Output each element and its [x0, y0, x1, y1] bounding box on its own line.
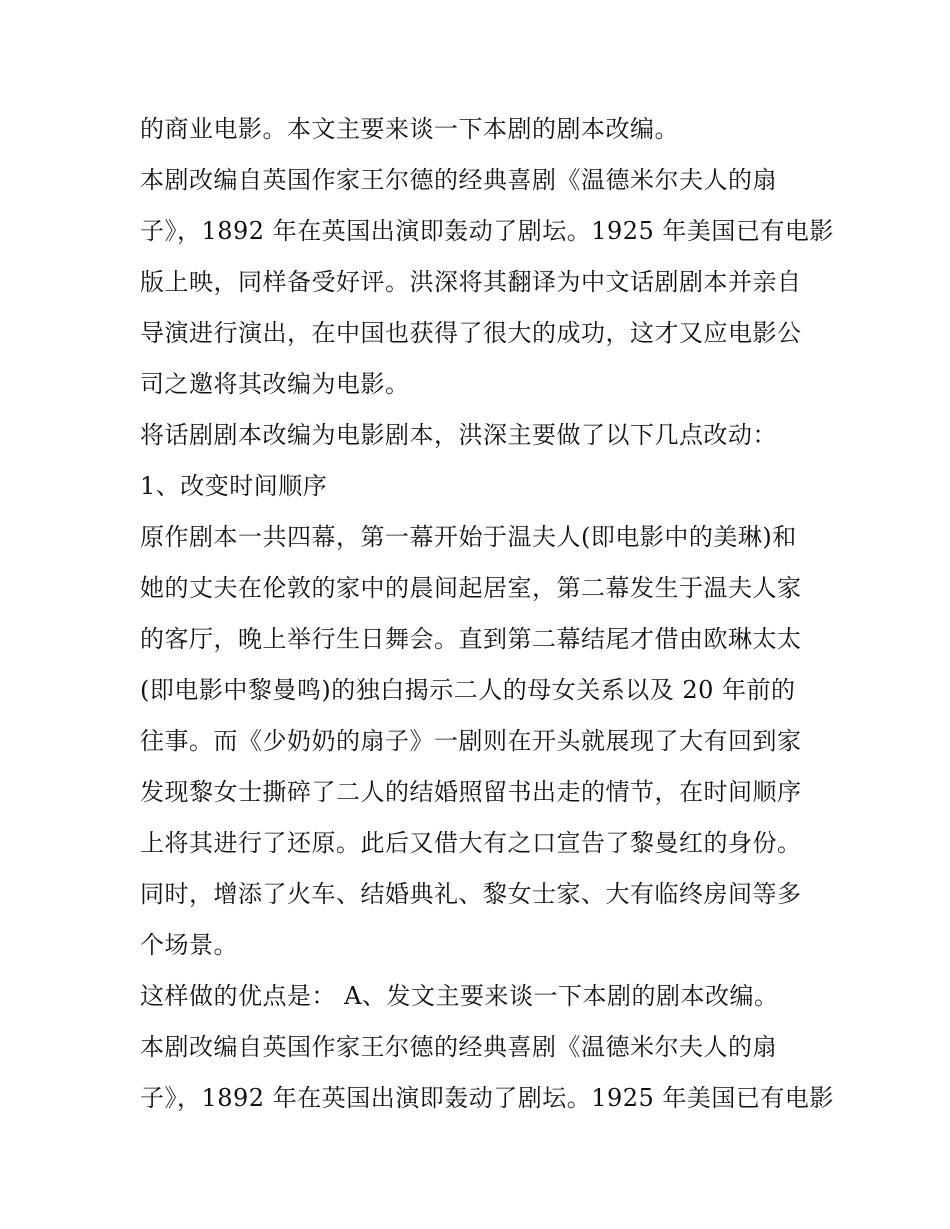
- text-line: 发现黎女士撕碎了二人的结婚照留书出走的情节，在时间顺序: [140, 778, 802, 806]
- section-heading: 1、改变时间顺序: [140, 472, 328, 500]
- text-line: 版上映，同样备受好评。洪深将其翻译为中文话剧剧本并亲自: [140, 268, 802, 296]
- text-line: 原作剧本一共四幕，第一幕开始于温夫人(即电影中的美琳)和: [140, 523, 797, 551]
- text-line: 本剧改编自英国作家王尔德的经典喜剧《温德米尔夫人的扇: [140, 1033, 777, 1061]
- text-line: 个场景。: [140, 931, 238, 959]
- text-line: 她的丈夫在伦敦的家中的晨间起居室，第二幕发生于温夫人家: [140, 574, 802, 602]
- text-line: 将话剧剧本改编为电影剧本，洪深主要做了以下几点改动：: [140, 421, 777, 449]
- text-line: 同时，增添了火车、结婚典礼、黎女士家、大有临终房间等多: [140, 880, 802, 908]
- text-line: 的客厅，晚上举行生日舞会。直到第二幕结尾才借由欧琳太太: [140, 625, 802, 653]
- text-line: 司之邀将其改编为电影。: [140, 370, 410, 398]
- text-line: 的商业电影。本文主要来谈一下本剧的剧本改编。: [140, 115, 679, 143]
- text-line: 上将其进行了还原。此后又借大有之口宣告了黎曼红的身份。: [140, 829, 802, 857]
- text-line: 子》，1892 年在英国出演即轰动了剧坛。1925 年美国已有电影: [140, 1084, 834, 1112]
- document-body: [140, 108, 834, 1128]
- text-line: 这样做的优点是： A、发文主要来谈一下本剧的剧本改编。: [140, 982, 779, 1010]
- text-line: 导演进行演出，在中国也获得了很大的成功，这才又应电影公: [140, 319, 802, 347]
- text-line: 往事。而《少奶奶的扇子》一剧则在开头就展现了大有回到家: [140, 727, 802, 755]
- text-line: (即电影中黎曼鸣)的独白揭示二人的母女关系以及 20 年前的: [140, 676, 796, 704]
- text-line: 子》，1892 年在英国出演即轰动了剧坛。1925 年美国已有电影: [140, 217, 834, 245]
- text-line: 本剧改编自英国作家王尔德的经典喜剧《温德米尔夫人的扇: [140, 166, 777, 194]
